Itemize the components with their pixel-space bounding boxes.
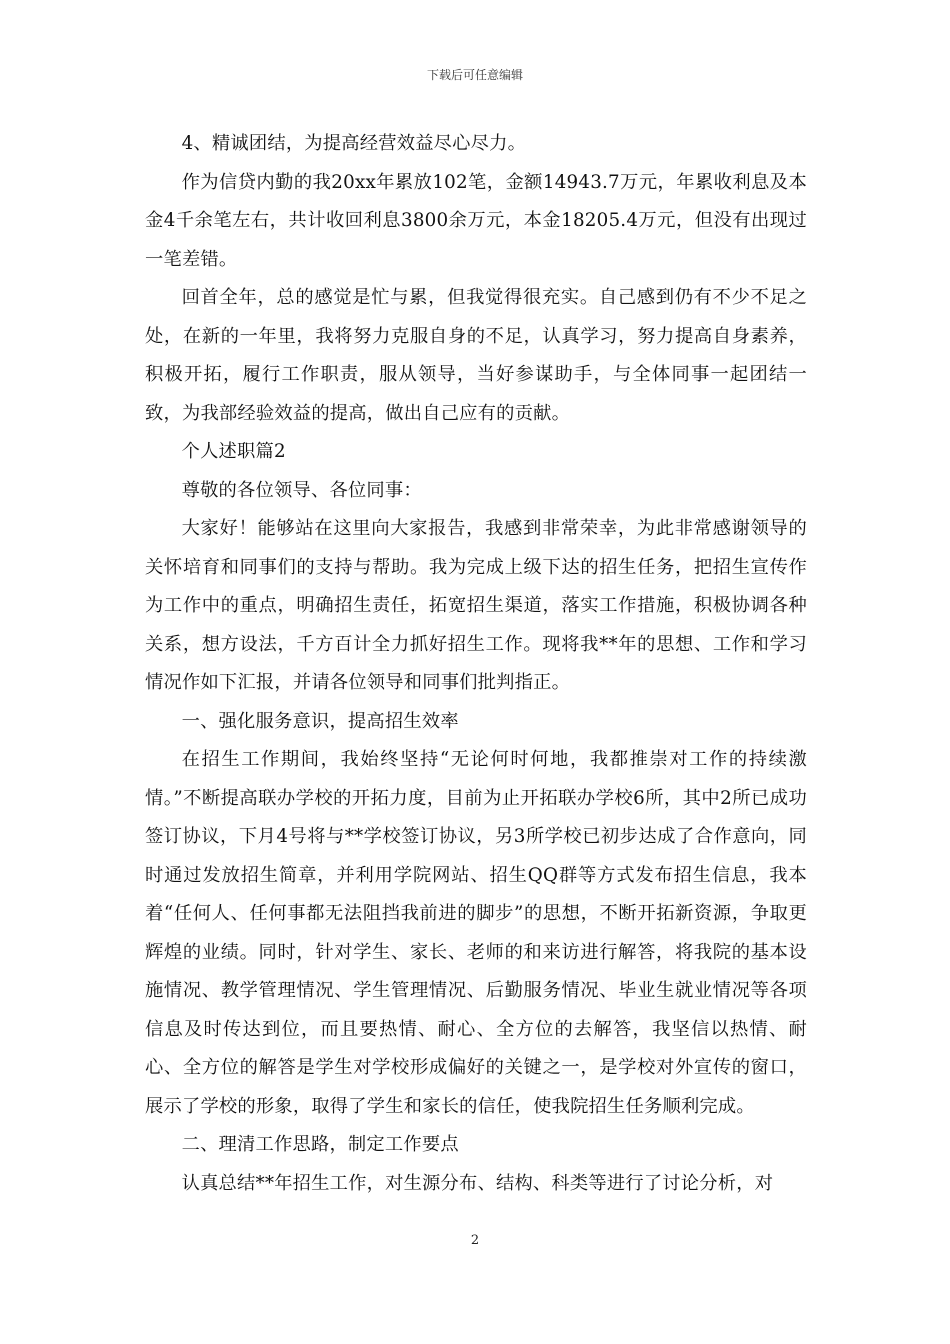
section-heading: 一、强化服务意识，提高招生效率 (181, 710, 459, 732)
page-header: 下载后可任意编辑 (426, 68, 523, 82)
page-number: 2 (470, 1233, 480, 1248)
document-body (145, 125, 807, 1203)
paragraph: 在招生工作期间，我始终坚持“无论何时何地，我都推崇对工作的持续激情。”不断提高联办学校的开拓力度，目前为止开拓联办学校6所，其中2所已成功签订协议，下月4号将与**学校签订协议，另3所学校已初步达成了合作意向，同时通过发放招生简章，并利用学院网站、招生QQ群等方式发布招生信息，我本着“任何人、任何事都无法阻挡我前进的脚步”的思想，不断开拓新资源，争取更辉煌的业绩。同时，针对学生、家长、老师的和来访进行解答，将我院的基本设施情况、教学管理情况、学生管理情况、后勤服务情况、毕业生就业情况等各项信息及时传达到位，而且要热情、耐心、全方位的去解答，我坚信以热情、耐心、全方位的解答是学生对学校形成偏好的关键之一，是学校对外宣传的窗口，展示了学校的形象，取得了学生和家长的信任，使我院招生任务顺利完成。 (145, 749, 807, 1117)
paragraph: 大家好！能够站在这里向大家报告，我感到非常荣幸，为此非常感谢领导的关怀培育和同事们的支持与帮助。我为完成上级下达的招生任务，把招生宣传作为工作中的重点，明确招生责任，拓宽招生渠道，落实工作措施，积极协调各种关系，想方设法，千方百计全力抓好招生工作。现将我**年的思想、工作和学习情况作如下汇报，并请各位领导和同事们批判指正。 (145, 518, 807, 693)
paragraph: 回首全年，总的感觉是忙与累，但我觉得很充实。自己感到仍有不少不足之处，在新的一年里，我将努力克服自身的不足，认真学习，努力提高自身素养，积极开拓，履行工作职责，服从领导，当好参谋助手，与全体同事一起团结一致，为我部经验效益的提高，做出自己应有的贡献。 (145, 287, 807, 424)
paragraph: 认真总结**年招生工作，对生源分布、结构、科类等进行了讨论分析，对 (181, 1172, 774, 1194)
salutation: 尊敬的各位领导、各位同事： (181, 479, 422, 501)
section-title: 个人述职篇2 (181, 441, 286, 462)
section-heading: 二、理清工作思路，制定工作要点 (181, 1134, 459, 1155)
paragraph: 4、精诚团结，为提高经营效益尽心尽力。 (181, 133, 527, 154)
paragraph: 作为信贷内勤的我20xx年累放102笔，金额14943.7万元，年累收利息及本金4千余笔左右，共计收回利息3800余万元，本金18205.4万元，但没有出现过一笔差错。 (145, 171, 807, 270)
